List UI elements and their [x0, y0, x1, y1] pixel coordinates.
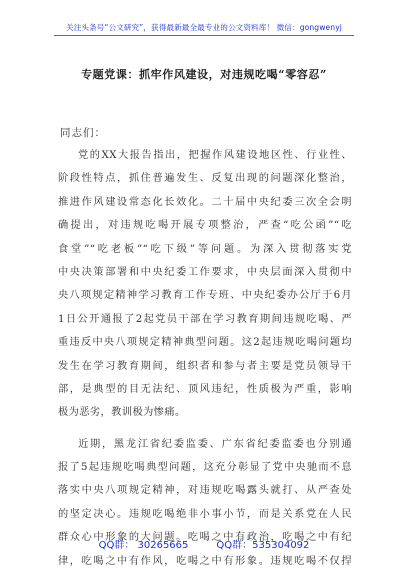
text-line: 确提出，对违规吃喝开展专项整治，严查“吃公函”“吃: [58, 220, 352, 232]
document-body: [58, 144, 352, 573]
text-line: 重违反中央八项规定精神典型问题。这2起违规吃喝问题均: [58, 337, 352, 349]
header-banner: 关注头条号“公文研究”，获得最新最全最专业的公文资料库！ 微信：gongwenyj: [66, 23, 342, 32]
text-line: 落实中央八项规定精神，对违规吃喝露头就打、从严查处: [58, 485, 352, 497]
header-divider: [54, 35, 354, 36]
document-title: 专题党课：抓牢作风建设，对违规吃喝“零容忍”: [81, 68, 327, 81]
text-line: 推进作风建设常态化长效化。二十届中央纪委三次全会明: [58, 196, 352, 208]
text-line: 报了5起违规吃喝典型问题，这充分彰显了党中央驰而不息: [58, 462, 352, 474]
footer-qq-group-2: QQ群：535304092: [216, 540, 310, 551]
text-line: 律，吃喝之中有作风，吃喝之中有形象。违规吃喝不仅捍: [58, 555, 352, 567]
text-line: 阶段性特点，抓住普遍发生、反复出现的问题深化整治，: [58, 173, 352, 185]
text-line: 近期，黑龙江省纪委监委、广东省纪委监委也分别通: [78, 438, 352, 450]
text-line: 央八项规定精神学习教育工作专班、中央纪委办公厅于6月: [58, 290, 352, 302]
text-line: 1日公开通报了2起党员干部在学习教育期间违规吃喝、严: [58, 313, 352, 325]
text-line: 部，是典型的目无法纪、顶风违纪，性质极为严重，影响: [58, 383, 352, 395]
paragraph: [58, 433, 352, 573]
salutation: 同志们：: [60, 127, 106, 139]
text-line: 群众心中形象的大问题。吃喝之中有政治，吃喝之中有纪: [58, 532, 352, 544]
text-line: 发生在学习教育期间，组织者和参与者主要是党员领导干: [58, 360, 352, 372]
paragraph-spacer: [58, 425, 352, 433]
text-line: 的坚定决心。违规吃喝绝非小事小节，而是关系党在人民: [58, 508, 352, 520]
text-line: 党的XX大报告指出，把握作风建设地区性、行业性、: [78, 150, 352, 161]
text-line: 中央决策部署和中央纪委工作要求，中央层面深入贯彻中: [58, 266, 352, 278]
footer-qq-group-1: QQ群： 30265665: [98, 540, 189, 551]
footer-contact: [0, 536, 408, 551]
paragraph: [58, 144, 352, 425]
text-line: 极为恶劣，教训极为惨痛。: [58, 407, 186, 419]
text-line: 食堂”“吃老板”“吃下级”等问题。为深入贯彻落实党: [58, 243, 352, 255]
